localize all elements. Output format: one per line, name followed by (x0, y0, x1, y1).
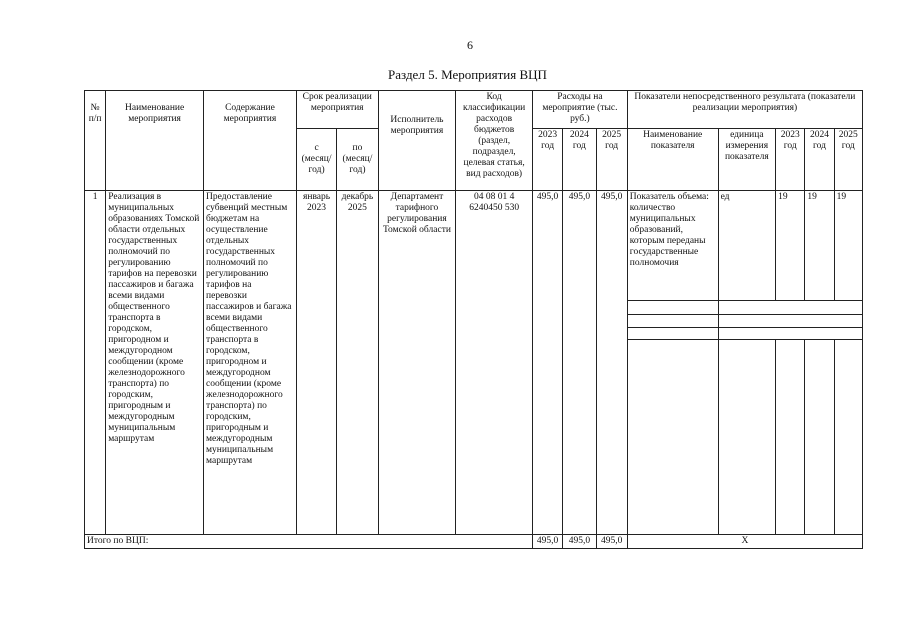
header-exp-2025: 2025 год (596, 129, 627, 191)
row-ind-unit: ед (718, 191, 776, 301)
empty-cell (627, 301, 718, 315)
row-event-name: Реализация в муниципальных образованиях Томской области отдельных государственных полномочий по регулированию тарифов на перевозки пассажиров и багажа всеми видами общественного транспорта в городском, пригородном и междугородном сообщении (кроме железнодорожного транспорта) по городским, пригородным и междугородным муниципальным маршрутам (106, 191, 204, 535)
empty-cell (627, 315, 718, 328)
empty-cell (834, 301, 862, 315)
table-row (85, 191, 863, 301)
header-exp-2023: 2023 год (532, 129, 562, 191)
total-mark: X (627, 535, 862, 549)
row-ind-2024: 19 (805, 191, 834, 301)
header-num: № п/п (85, 91, 106, 191)
empty-cell (834, 328, 862, 340)
row-exp-2023: 495,0 (532, 191, 562, 535)
header-code: Код классификации расходов бюджетов (раздел, подраздел, целевая статья, вид расходов) (456, 91, 533, 191)
empty-cell (805, 340, 834, 535)
row-ind-name: Показатель объема: количество муниципальных образований, которым переданы государственные полномочия (627, 191, 718, 301)
empty-cell (776, 301, 805, 315)
header-ind-2025: 2025 год (834, 129, 862, 191)
header-expenses: Расходы на мероприятие (тыс. руб.) (532, 91, 627, 129)
empty-cell (805, 301, 834, 315)
header-ind-name: Наименование показателя (627, 129, 718, 191)
events-table (84, 90, 863, 549)
row-exp-2024: 495,0 (563, 191, 596, 535)
empty-cell (627, 328, 718, 340)
empty-cell (834, 315, 862, 328)
header-executor: Исполнитель мероприятия (378, 91, 456, 191)
header-ind-unit: единица измерения показателя (718, 129, 776, 191)
empty-cell (718, 328, 776, 340)
total-exp-2025: 495,0 (596, 535, 627, 549)
row-ind-2023: 19 (776, 191, 805, 301)
total-row (85, 535, 863, 549)
row-num: 1 (85, 191, 106, 535)
page-number: 6 (467, 38, 473, 52)
empty-cell (627, 340, 718, 535)
section-title: Раздел 5. Мероприятия ВЦП (388, 67, 547, 82)
row-event-content: Предоставление субвенций местным бюджетам на осуществление отдельных государственных полномочий по регулированию тарифов на перевозки пассажиров и багажа всеми видами общественного транспорта в городском, пригородном и междугородном сообщении (кроме железнодорожного транспорта) по городским, пригородным и междугородным муниципальным маршрутам (204, 191, 297, 535)
header-period-to: по (месяц/ год) (337, 129, 378, 191)
header-period: Срок реализации мероприятия (296, 91, 378, 129)
empty-cell (776, 315, 805, 328)
header-ind-2023: 2023 год (776, 129, 805, 191)
total-exp-2023: 495,0 (532, 535, 562, 549)
empty-cell (776, 340, 805, 535)
header-row (85, 91, 863, 129)
header-ind-2024: 2024 год (805, 129, 834, 191)
empty-cell (718, 301, 776, 315)
row-executor: Департамент тарифного регулирования Томской области (378, 191, 456, 535)
row-ind-2025: 19 (834, 191, 862, 301)
total-exp-2024: 495,0 (563, 535, 596, 549)
total-label: Итого по ВЦП: (85, 535, 533, 549)
header-exp-2024: 2024 год (563, 129, 596, 191)
empty-cell (805, 315, 834, 328)
empty-cell (834, 340, 862, 535)
empty-cell (718, 315, 776, 328)
empty-cell (718, 340, 776, 535)
empty-cell (776, 328, 805, 340)
row-exp-2025: 495,0 (596, 191, 627, 535)
row-period-to: декабрь 2025 (337, 191, 378, 535)
header-event-name: Наименование мероприятия (106, 91, 204, 191)
row-code: 04 08 01 4 6240450 530 (456, 191, 533, 535)
empty-cell (805, 328, 834, 340)
header-event-content: Содержание мероприятия (204, 91, 297, 191)
header-period-from: с (месяц/ год) (296, 129, 336, 191)
row-period-from: январь 2023 (296, 191, 336, 535)
header-indicators: Показатели непосредственного результата (показатели реализации мероприятия) (627, 91, 862, 129)
